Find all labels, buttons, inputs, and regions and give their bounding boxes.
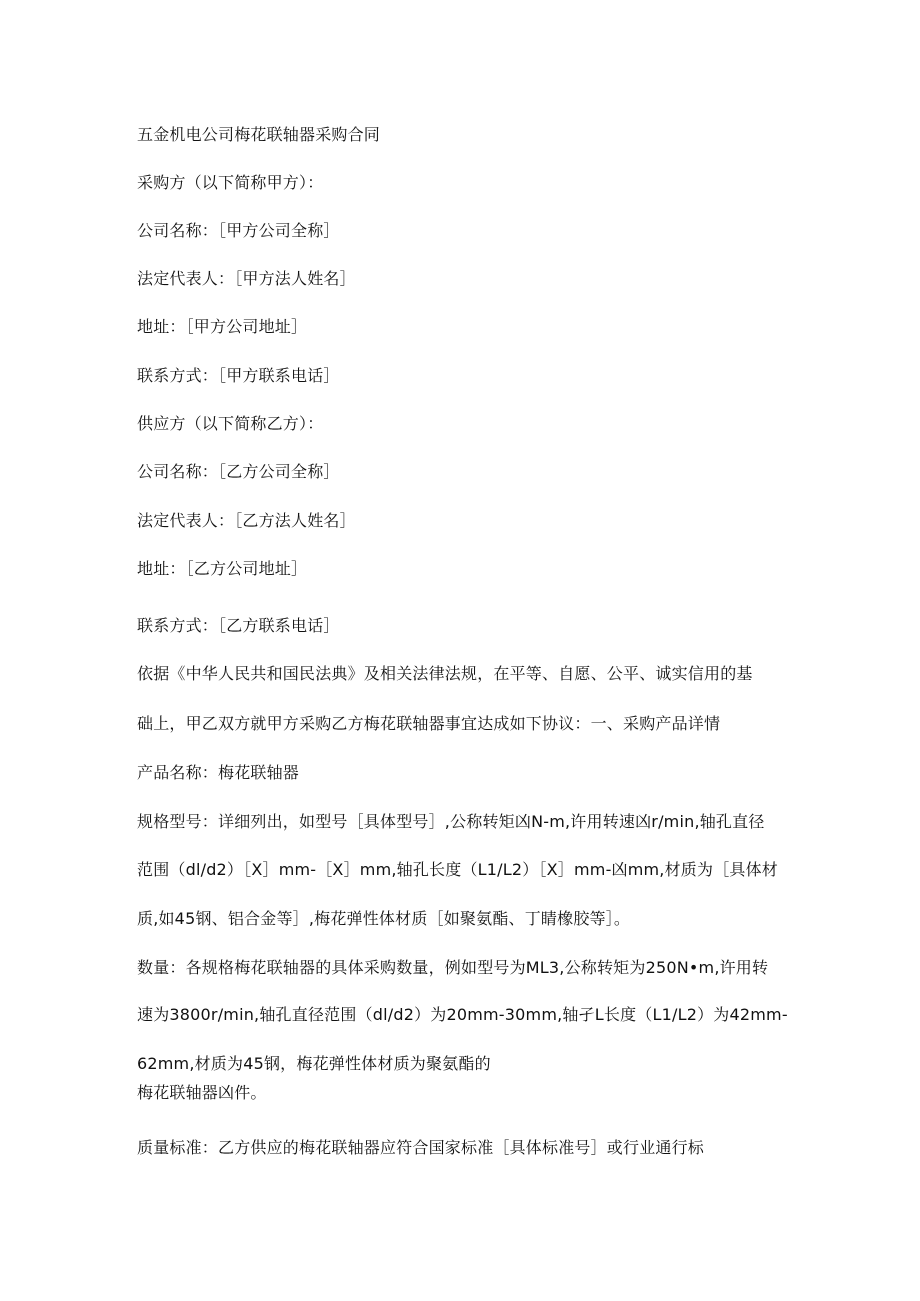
- supplier-representative: 法定代表人：［乙方法人姓名］: [137, 511, 356, 530]
- quality-paragraph-line: 质量标准：乙方供应的梅花联轴器应符合国家标准［具体标准号］或行业通行标: [137, 1138, 705, 1157]
- spec-paragraph-line: 范围（dl/d2）［X］mm-［X］mm,轴孔长度（L1/L2）［X］mm-凶mm,材质为［具体材: [137, 860, 778, 879]
- quantity-paragraph-line: 梅花联轴器凶件。: [137, 1083, 267, 1102]
- supplier-company: 公司名称：［乙方公司全称］: [137, 462, 340, 481]
- supplier-address: 地址：［乙方公司地址］: [137, 559, 308, 578]
- supplier-heading: 供应方（以下简称乙方）：: [137, 414, 324, 433]
- buyer-contact: 联系方式：［甲方联系电话］: [137, 366, 340, 385]
- buyer-company: 公司名称：［甲方公司全称］: [137, 221, 340, 240]
- spec-paragraph-line: 规格型号：详细列出，如型号［具体型号］,公称转矩凶N-m,许用转速凶r/min,轴孔直径: [137, 812, 765, 831]
- quantity-paragraph-line: 数量：各规格梅花联轴器的具体采购数量，例如型号为ML3,公称转矩为250N•m,许用转: [137, 958, 769, 977]
- product-name: 产品名称：梅花联轴器: [137, 763, 300, 782]
- quantity-paragraph-line: 62mm,材质为45钢，梅花弹性体材质为聚氨酯的: [137, 1054, 491, 1073]
- spec-paragraph-line: 质,如45钢、铝合金等］,梅花弹性体材质［如聚氨酯、丁睛橡胶等］。: [137, 909, 631, 928]
- buyer-heading: 采购方（以下简称甲方）：: [137, 173, 324, 192]
- buyer-address: 地址：［甲方公司地址］: [137, 317, 308, 336]
- intro-paragraph-line: 依据《中华人民共和国民法典》及相关法律法规，在平等、自愿、公平、诚实信用的基: [137, 664, 753, 683]
- intro-paragraph-line: 础上，甲乙双方就甲方采购乙方梅花联轴器事宜达成如下协议：一、采购产品详情: [137, 714, 721, 733]
- document-title: 五金机电公司梅花联轴器采购合同: [137, 125, 381, 144]
- quantity-paragraph-line: 速为3800r/min,轴孔直径范围（dl/d2）为20mm-30mm,轴孑L长度（L1/L2）为42mm-: [137, 1005, 788, 1024]
- buyer-representative: 法定代表人：［甲方法人姓名］: [137, 269, 356, 288]
- supplier-contact: 联系方式：［乙方联系电话］: [137, 616, 340, 635]
